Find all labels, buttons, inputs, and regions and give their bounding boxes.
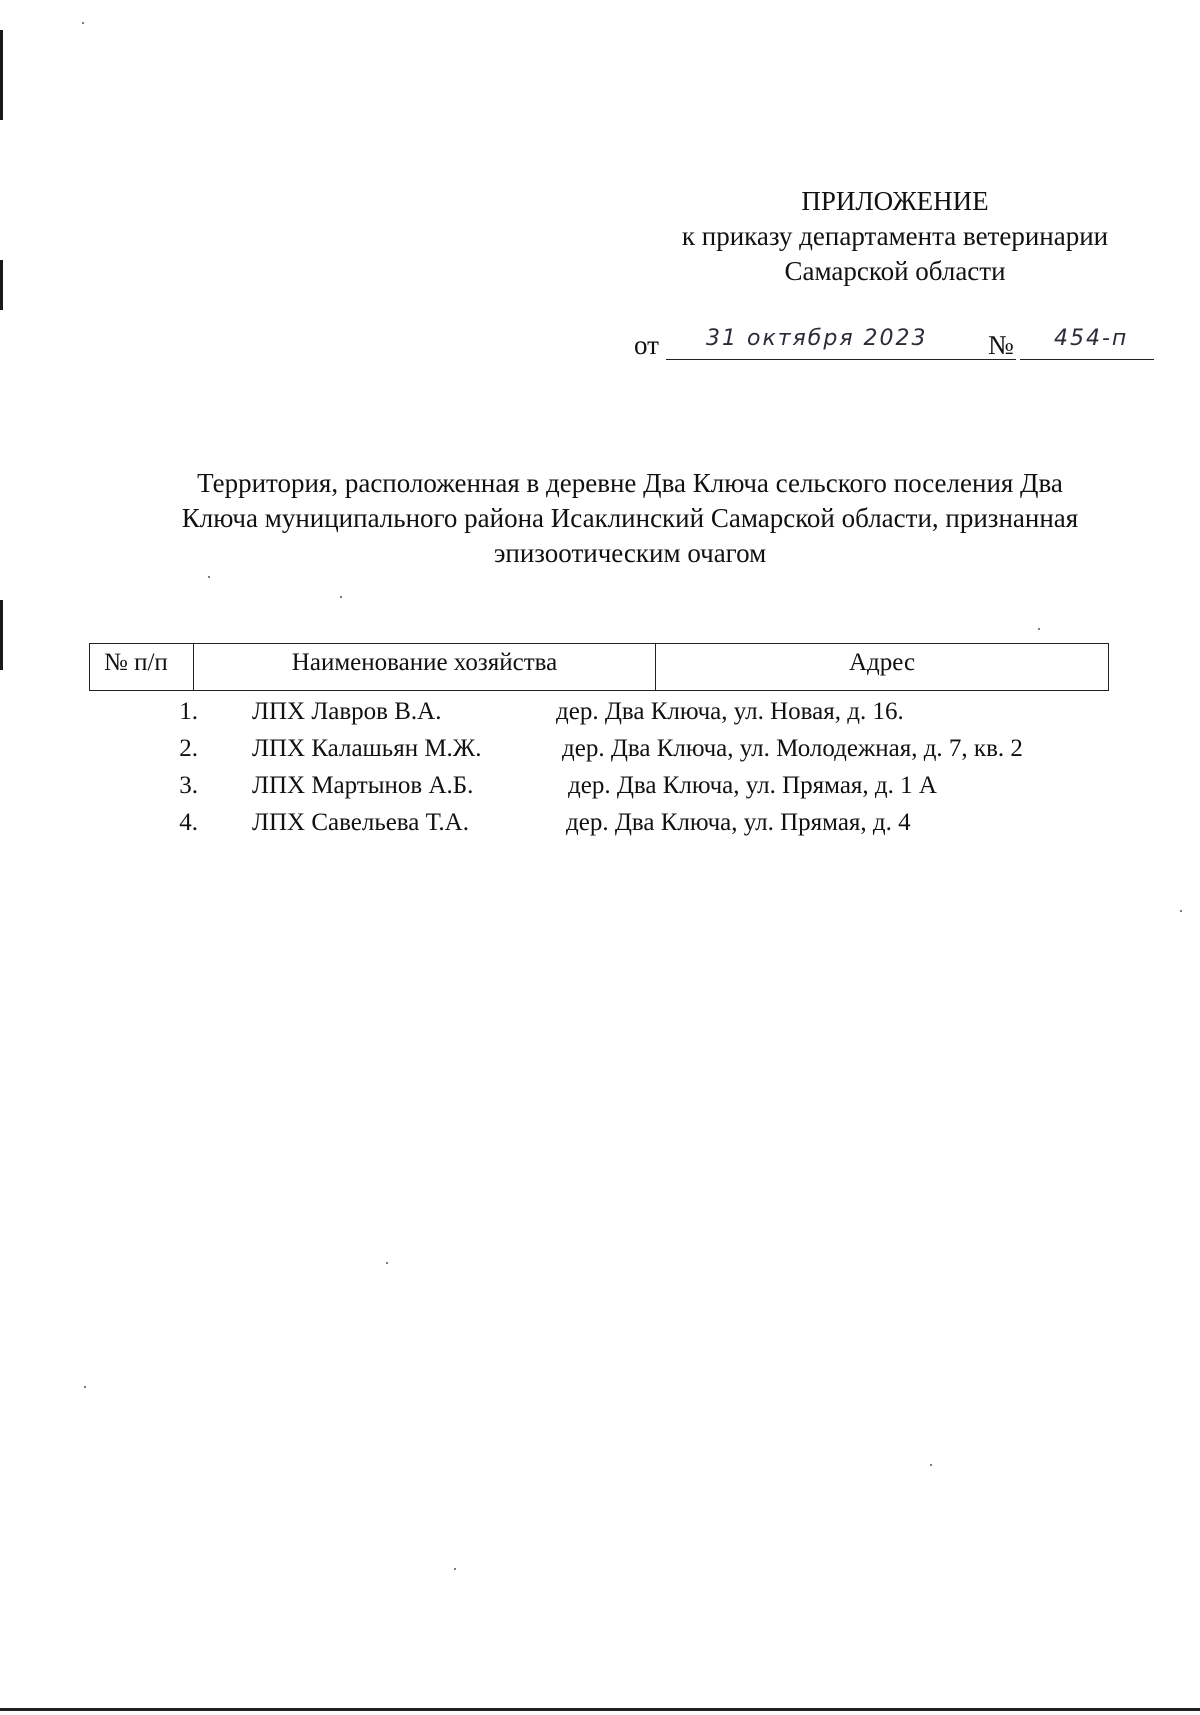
- scan-edge-bottom: [0, 1708, 1200, 1711]
- appendix-title: ПРИЛОЖЕНИЕ: [801, 186, 989, 216]
- header-address: Адрес: [848, 649, 916, 676]
- scan-edge-left-mid: [0, 260, 3, 310]
- table-row: [0, 767, 1200, 804]
- table-row: [0, 804, 1200, 841]
- scan-speck: [208, 576, 210, 578]
- appendix-header: [640, 184, 1150, 289]
- row-farm-name: ЛПХ Калашьян М.Ж.: [252, 735, 482, 762]
- order-from-label: от: [634, 330, 659, 360]
- appendix-line-2: Самарской области: [784, 256, 1006, 286]
- row-address: дер. Два Ключа, ул. Прямая, д. 4: [566, 809, 911, 836]
- scan-speck: [1038, 628, 1040, 630]
- row-number: 3.: [179, 772, 198, 799]
- table-row: [0, 693, 1200, 730]
- row-number: 2.: [179, 735, 198, 762]
- scan-speck: [84, 1386, 86, 1388]
- scan-speck: [1180, 910, 1182, 912]
- order-number-label: №: [988, 330, 1014, 360]
- row-farm-name: ЛПХ Мартынов А.Б.: [252, 772, 474, 799]
- header-name: Наименование хозяйства: [194, 644, 656, 690]
- row-address: дер. Два Ключа, ул. Новая, д. 16.: [556, 698, 904, 725]
- row-farm-name: ЛПХ Савельева Т.А.: [252, 809, 469, 836]
- order-reference: [634, 326, 1154, 366]
- table-body: [0, 693, 1200, 841]
- scan-speck: [82, 22, 84, 24]
- header-number: № п/п: [90, 644, 194, 690]
- table-row: [0, 730, 1200, 767]
- document-title-line-3: эпизоотическим очагом: [493, 538, 767, 568]
- scan-speck: [454, 1568, 456, 1570]
- document-title-line-2: Ключа муниципального района Исаклинский Самарской области, признанная: [181, 503, 1079, 533]
- scan-edge-left-top: [0, 30, 3, 120]
- row-address: дер. Два Ключа, ул. Прямая, д. 1 А: [568, 772, 937, 799]
- document-title-line-1: Территория, расположенная в деревне Два Ключа сельского поселения Два: [197, 468, 1063, 498]
- row-farm-name: ЛПХ Лавров В.А.: [252, 698, 442, 725]
- scan-speck: [386, 1262, 388, 1264]
- scan-speck: [930, 1464, 932, 1466]
- scan-speck: [340, 596, 342, 598]
- row-number: 4.: [179, 809, 198, 836]
- order-date-handwritten: 31 октября 2023: [666, 326, 1016, 360]
- order-number-handwritten: 454-п: [1020, 326, 1154, 360]
- scan-edge-left-lower: [0, 600, 3, 670]
- row-number: 1.: [179, 698, 198, 725]
- table-header: [89, 643, 1109, 691]
- appendix-line-1: к приказу департамента ветеринарии: [681, 221, 1109, 251]
- document-title: [150, 466, 1110, 571]
- row-address: дер. Два Ключа, ул. Молодежная, д. 7, кв. 2: [562, 735, 1023, 762]
